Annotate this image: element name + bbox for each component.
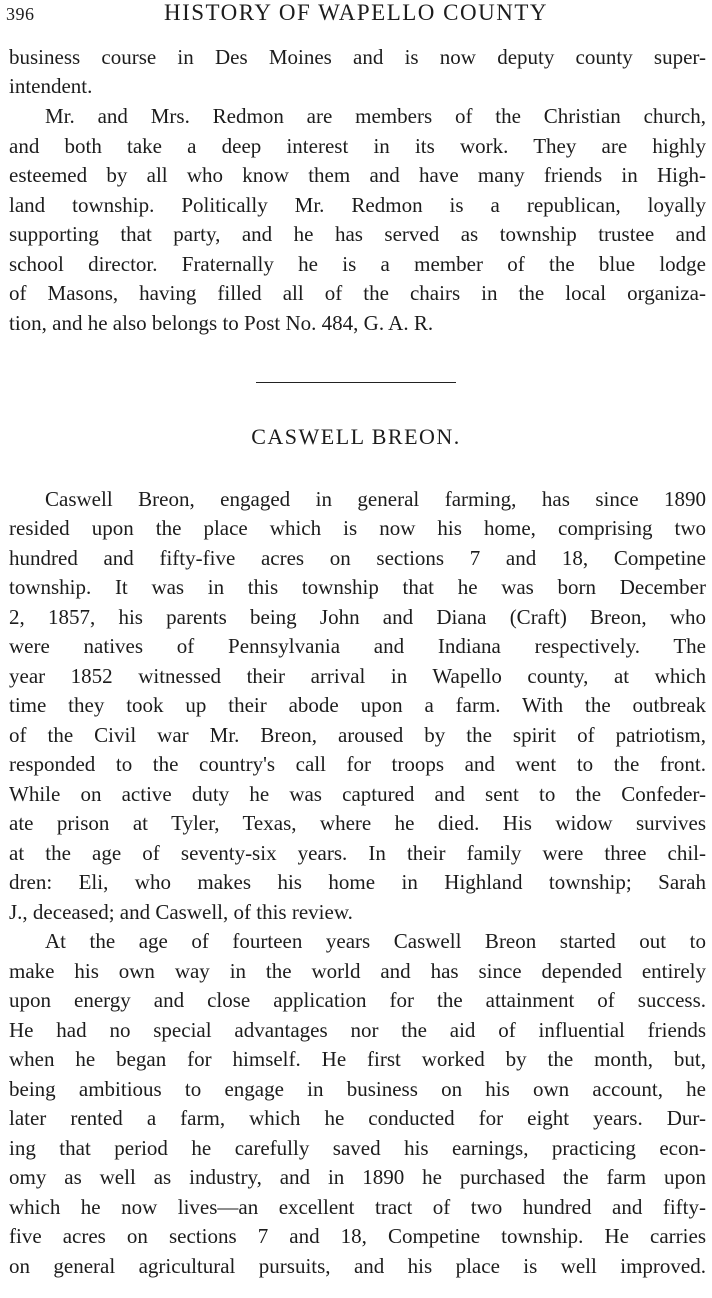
- text-line: township. It was in this township that he was born December: [9, 575, 706, 599]
- page-header: [0, 0, 712, 30]
- text-line: five acres on sections 7 and 18, Competine township. He carries: [9, 1224, 706, 1248]
- text-line: year 1852 witnessed their arrival in Wapello county, at which: [9, 664, 706, 688]
- text-line: Caswell Breon, engaged in general farming, has since 1890: [45, 487, 706, 511]
- text-line: school director. Fraternally he is a member of the blue lodge: [9, 252, 706, 276]
- section-title: CASWELL BREON.: [251, 424, 461, 449]
- running-head: HISTORY OF WAPELLO COUNTY: [163, 0, 549, 25]
- text-line: business course in Des Moines and is now deputy county super-: [9, 45, 706, 69]
- text-line: supporting that party, and he has served as township trustee and: [9, 222, 706, 246]
- text-line: of Masons, having filled all of the chairs in the local organiza-: [9, 281, 706, 305]
- text-line: intendent.: [9, 74, 93, 98]
- text-line: While on active duty he was captured and sent to the Confeder-: [9, 782, 706, 806]
- text-line: make his own way in the world and has since depended entirely: [9, 959, 706, 983]
- text-line: He had no special advantages nor the aid of influential friends: [9, 1018, 706, 1042]
- text-line: resided upon the place which is now his home, comprising two: [9, 516, 706, 540]
- text-line: tion, and he also belongs to Post No. 484, G. A. R.: [9, 311, 434, 335]
- section-divider: [256, 382, 456, 383]
- text-line: At the age of fourteen years Caswell Breon started out to: [45, 929, 706, 953]
- text-line: at the age of seventy-six years. In their family were three chil-: [9, 841, 706, 865]
- text-line: J., deceased; and Caswell, of this review.: [9, 900, 353, 924]
- text-line: of the Civil war Mr. Breon, aroused by the spirit of patriotism,: [9, 723, 706, 747]
- text-line: upon energy and close application for the attainment of success.: [9, 988, 706, 1012]
- text-line: were natives of Pennsylvania and Indiana respectively. The: [9, 634, 706, 658]
- text-line: time they took up their abode upon a farm. With the outbreak: [9, 693, 706, 717]
- text-line: hundred and fifty-five acres on sections 7 and 18, Competine: [9, 546, 706, 570]
- text-line: 2, 1857, his parents being John and Diana (Craft) Breon, who: [9, 605, 706, 629]
- text-line: omy as well as industry, and in 1890 he purchased the farm upon: [9, 1165, 706, 1189]
- text-line: land township. Politically Mr. Redmon is a republican, loyally: [9, 193, 706, 217]
- text-line: Mr. and Mrs. Redmon are members of the Christian church,: [45, 104, 706, 128]
- text-line: responded to the country's call for troops and went to the front.: [9, 752, 706, 776]
- text-line: and both take a deep interest in its work. They are highly: [9, 134, 706, 158]
- text-line: which he now lives—an excellent tract of two hundred and fifty-: [9, 1195, 706, 1219]
- text-line: on general agricultural pursuits, and his place is well improved.: [9, 1254, 706, 1278]
- text-line: esteemed by all who know them and have many friends in High-: [9, 163, 706, 187]
- text-line: later rented a farm, which he conducted for eight years. Dur-: [9, 1106, 706, 1130]
- text-line: being ambitious to engage in business on his own account, he: [9, 1077, 706, 1101]
- text-line: ing that period he carefully saved his earnings, practicing econ-: [9, 1136, 706, 1160]
- page-number: 396: [6, 4, 35, 24]
- text-line: ate prison at Tyler, Texas, where he died. His widow survives: [9, 811, 706, 835]
- text-line: when he began for himself. He first worked by the month, but,: [9, 1047, 706, 1071]
- text-line: dren: Eli, who makes his home in Highland township; Sarah: [9, 870, 706, 894]
